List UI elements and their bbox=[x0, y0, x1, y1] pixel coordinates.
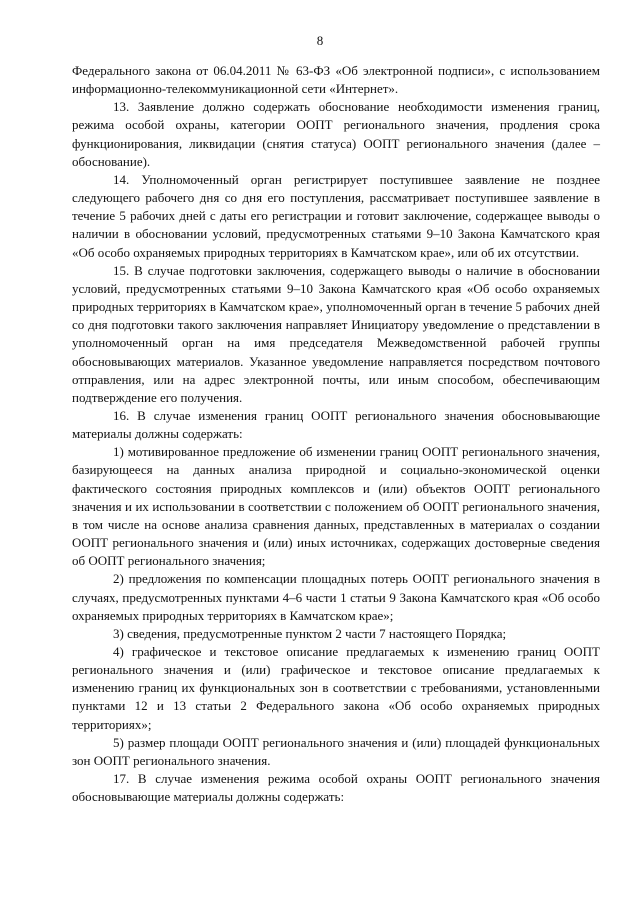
paragraph-continuation: Федерального закона от 06.04.2011 № 63-ФЗ «Об электронной подписи», с использованием информационно-телекоммуникационной сети «Интернет». bbox=[72, 63, 600, 97]
page-number: 8 bbox=[316, 33, 324, 48]
list-item-16-5: 5) размер площади ООПТ регионального значения и (или) площадей функциональных зон ООПТ регионального значения. bbox=[72, 734, 600, 768]
list-item-16-2: 2) предложения по компенсации площадных потерь ООПТ регионального значения в случаях, предусмотренных пунктами 4–6 части 1 статьи 9 Закона Камчатского края «Об особо охраняемых природных территориях в Камчатском крае»; bbox=[72, 571, 600, 623]
paragraph-17: 17. В случае изменения режима особой охраны ООПТ регионального значения обосновывающие материалы должны содержать: bbox=[72, 771, 600, 805]
paragraph-16: 16. В случае изменения границ ООПТ регионального значения обосновывающие материалы должны содержать: bbox=[72, 407, 600, 442]
paragraph-13: 13. Заявление должно содержать обоснование необходимости изменения границ, режима особой охраны, категории ООПТ регионального значения, продления срока функционирования, ликвидации (снятия статуса) ООПТ регионального значения (далее – обоснование). bbox=[72, 99, 600, 169]
paragraph-15: 15. В случае подготовки заключения, содержащего выводы о наличие в обосновании условий, предусмотренных статьями 9–10 Закона Камчатского края «Об особо охраняемых природных территориях в Камчатском крае», уполномоченный орган в течение 5 рабочих дней со дня подготовки такого заключения направляет Инициатору уведомление о представлении в уполномоченный орган на имя председателя Межведомственной рабочей группы обосновывающих материалов. Указанное уведомление направляется посредством почтового отправления, или на адрес электронной почты, или иным способом, обеспечивающим подтверждение его получения. bbox=[72, 262, 600, 405]
document-body bbox=[72, 62, 600, 806]
list-item-16-3: 3) сведения, предусмотренные пунктом 2 части 7 настоящего Порядка; bbox=[113, 625, 507, 641]
list-item-16-1: 1) мотивированное предложение об изменении границ ООПТ регионального значения, базирующееся на данных анализа природной и социально-экономической оценки фактического состояния природных комплексов и (или) объектов ООПТ регионального значения и их использовании в соответствии с положением об ООПТ регионального значения, в том числе на основе анализа сравнения данных, представленных в материалах о создании ООПТ регионального значения и (или) иных источниках, содержащих достоверные сведения об ООПТ регионального значения; bbox=[72, 444, 600, 569]
list-item-16-4: 4) графическое и текстовое описание предлагаемых к изменению границ ООПТ регионального значения и (или) графическое и текстовое описание предлагаемых к изменению границ их функциональных зон в соответствии с требованиями, установленными пунктами 12 и 13 статьи 2 Федерального закона «Об особо охраняемых природных территориях»; bbox=[72, 644, 600, 732]
paragraph-14: 14. Уполномоченный орган регистрирует поступившее заявление не позднее следующего рабочего дня со дня его поступления, рассматривает поступившее заявление в течение 5 рабочих дней с даты его регистрации и готовит заключение, содержащее выводы о наличии в обосновании условий, предусмотренных статьями 9–10 Закона Камчатского края «Об особо охраняемых природных территориях в Камчатском крае», или об их отсутствии. bbox=[72, 171, 600, 260]
